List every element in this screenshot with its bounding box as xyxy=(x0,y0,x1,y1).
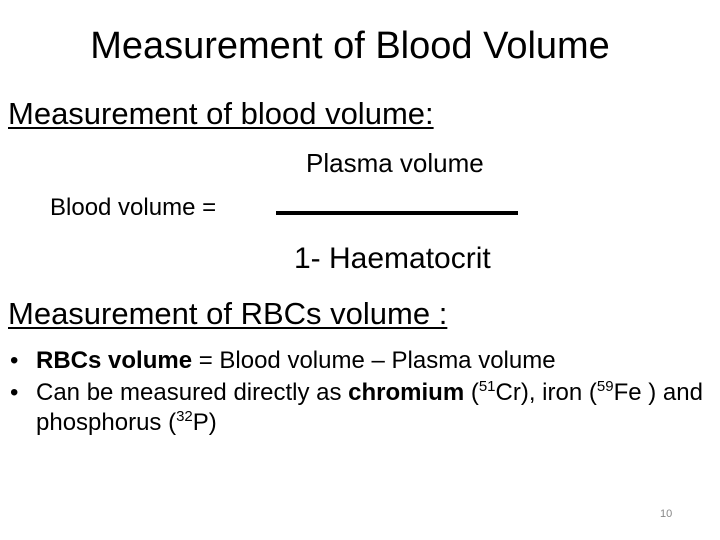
list-item xyxy=(10,346,710,376)
bullet-dot-icon: • xyxy=(10,347,19,374)
formula-denominator: 1- Haematocrit xyxy=(294,242,491,275)
bullet-text: = Blood volume – Plasma volume xyxy=(192,347,556,374)
fraction-bar xyxy=(276,211,518,215)
list-item xyxy=(10,378,710,438)
isotope-mass-number: 51 xyxy=(478,378,496,395)
section-heading-blood-volume: Measurement of blood volume: xyxy=(8,96,434,131)
isotope-mass-number: 32 xyxy=(176,408,193,425)
bullet-text: ( xyxy=(464,379,479,406)
bullet-text: P) xyxy=(192,409,217,436)
bullet-text: Cr), iron ( xyxy=(495,379,597,406)
bullet-dot-icon: • xyxy=(10,379,19,406)
formula-numerator: Plasma volume xyxy=(306,148,484,178)
bold-term: RBCs volume xyxy=(36,347,193,374)
slide-title: Measurement of Blood Volume xyxy=(90,25,610,67)
bullet-list xyxy=(10,346,710,440)
bullet-text: Can be measured directly as xyxy=(36,379,349,406)
bullet-text: Fe ) and phosphorus ( xyxy=(36,379,703,436)
section-heading-rbc-volume: Measurement of RBCs volume : xyxy=(8,296,448,331)
formula-lhs: Blood volume = xyxy=(50,194,217,221)
isotope-mass-number: 59 xyxy=(596,378,614,395)
bold-term: chromium xyxy=(348,379,465,406)
page-number: 10 xyxy=(660,508,673,520)
